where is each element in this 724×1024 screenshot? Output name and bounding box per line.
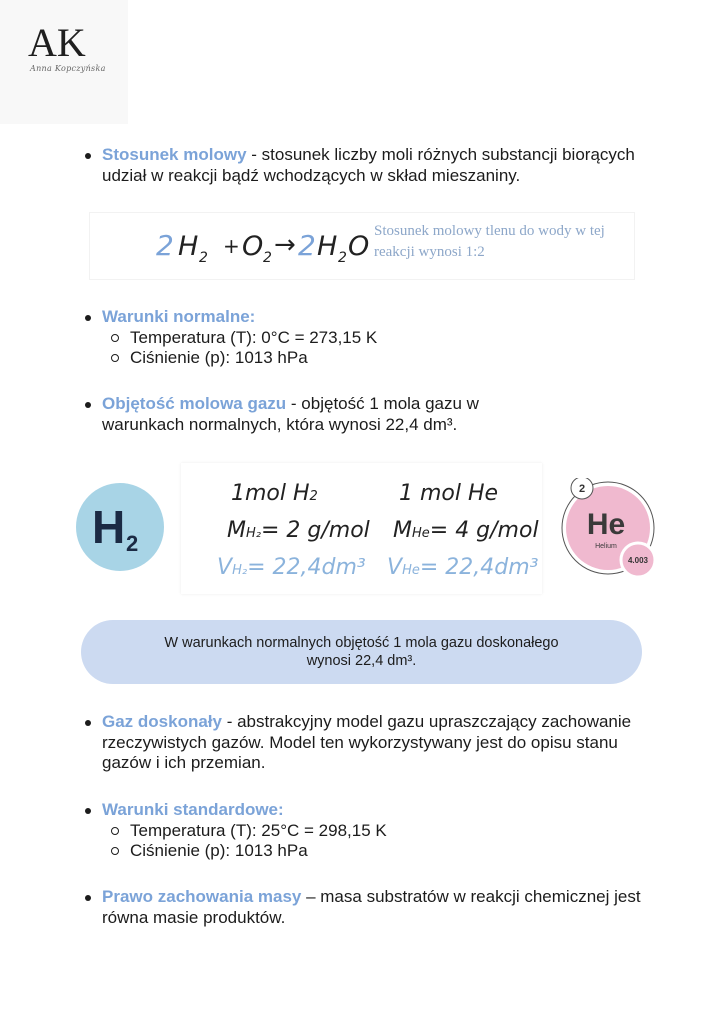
sub-item-temperature: Temperatura (T): 0°C = 273,15 K bbox=[102, 328, 672, 349]
helium-symbol: He bbox=[586, 508, 626, 541]
list-item-molar-volume bbox=[102, 394, 532, 435]
coef-h2o: 2 bbox=[298, 229, 316, 262]
sub-item-temperature-standard: Temperatura (T): 25°C = 298,15 K bbox=[102, 821, 672, 842]
list-item-ideal-gas bbox=[102, 712, 662, 774]
he-mole-line: 1 mol He bbox=[399, 481, 499, 506]
o2-symbol: O bbox=[242, 231, 264, 262]
sub-item-pressure: Ciśnienie (p): 1013 hPa bbox=[102, 348, 672, 369]
helium-mass: 4.003 bbox=[627, 556, 649, 565]
logo bbox=[0, 0, 128, 124]
equation-note: Stosunek molowy tlenu do wody w tej reakcji wynosi 1:2 bbox=[374, 223, 605, 260]
h2-sub: 2 bbox=[199, 250, 208, 266]
h2-molecule-icon bbox=[74, 481, 166, 573]
list-item-mass-conservation bbox=[102, 887, 662, 928]
he-molar-mass: MHe= 4 g/mol bbox=[393, 518, 539, 543]
term-ideal-gas: Gaz doskonały bbox=[102, 712, 222, 731]
logo-signature: Anna Kopczyńska bbox=[30, 64, 106, 73]
logo-letter-a: AK bbox=[28, 20, 86, 65]
term-molar-volume: Objętość molowa gazu bbox=[102, 394, 287, 413]
list-item-standard-conditions bbox=[102, 800, 672, 862]
h2-mole-line: 1mol H2 bbox=[231, 481, 318, 506]
he-molar-volume: VHe= 22,4dm³ bbox=[387, 555, 539, 580]
list-item-molar-ratio bbox=[102, 145, 672, 186]
h2-molar-mass: MH₂= 2 g/mol bbox=[227, 518, 370, 543]
h2o-sub: 2 bbox=[338, 250, 347, 266]
term-standard-conditions: Warunki standardowe: bbox=[102, 800, 284, 819]
callout-line-1: W warunkach normalnych objętość 1 mola gazu doskonałego bbox=[164, 635, 559, 651]
helium-atom-icon bbox=[558, 478, 670, 578]
definition-molar-volume: - objętość 1 mola gazu w warunkach normalnych, która wynosi 22,4 dm³. bbox=[102, 394, 479, 434]
definition-molar-ratio: - stosunek liczby moli różnych substancji biorących udział w reakcji bądź wchodzących w skład mieszaniny. bbox=[102, 145, 635, 185]
h2o-h-symbol: H bbox=[317, 231, 338, 262]
coef-h2: 2 bbox=[156, 229, 174, 262]
list-item-normal-conditions bbox=[102, 307, 672, 369]
o2-sub: 2 bbox=[263, 250, 272, 266]
reaction-arrow: → bbox=[274, 230, 296, 260]
logo-mark bbox=[28, 20, 106, 92]
definition-ideal-gas: - abstrakcyjny model gazu upraszczający zachowanie rzeczywistych gazów. Model ten wykorzystywany jest do opisu stanu gazów i ich przemian. bbox=[102, 712, 632, 772]
term-molar-ratio: Stosunek molowy bbox=[102, 145, 247, 164]
h2-icon-sub: 2 bbox=[126, 531, 139, 556]
term-mass-conservation: Prawo zachowania masy bbox=[102, 887, 302, 906]
callout-line-2: wynosi 22,4 dm³. bbox=[306, 653, 417, 669]
h2-symbol: H bbox=[178, 231, 199, 262]
term-normal-conditions: Warunki normalne: bbox=[102, 307, 256, 326]
callout-molar-volume bbox=[81, 620, 642, 684]
helium-name: Helium bbox=[595, 543, 617, 550]
helium-atomic-number: 2 bbox=[578, 483, 586, 495]
sub-item-pressure-standard: Ciśnienie (p): 1013 hPa bbox=[102, 841, 672, 862]
plus-sign: + bbox=[223, 234, 240, 258]
calculation-box bbox=[181, 463, 542, 594]
definition-mass-conservation: – masa substratów w reakcji chemicznej jest równa masie produktów. bbox=[102, 887, 641, 927]
h2-icon-letter: H bbox=[92, 501, 126, 553]
h2o-o-symbol: O bbox=[348, 231, 370, 262]
h2-molar-volume: VH₂= 22,4dm³ bbox=[217, 555, 366, 580]
